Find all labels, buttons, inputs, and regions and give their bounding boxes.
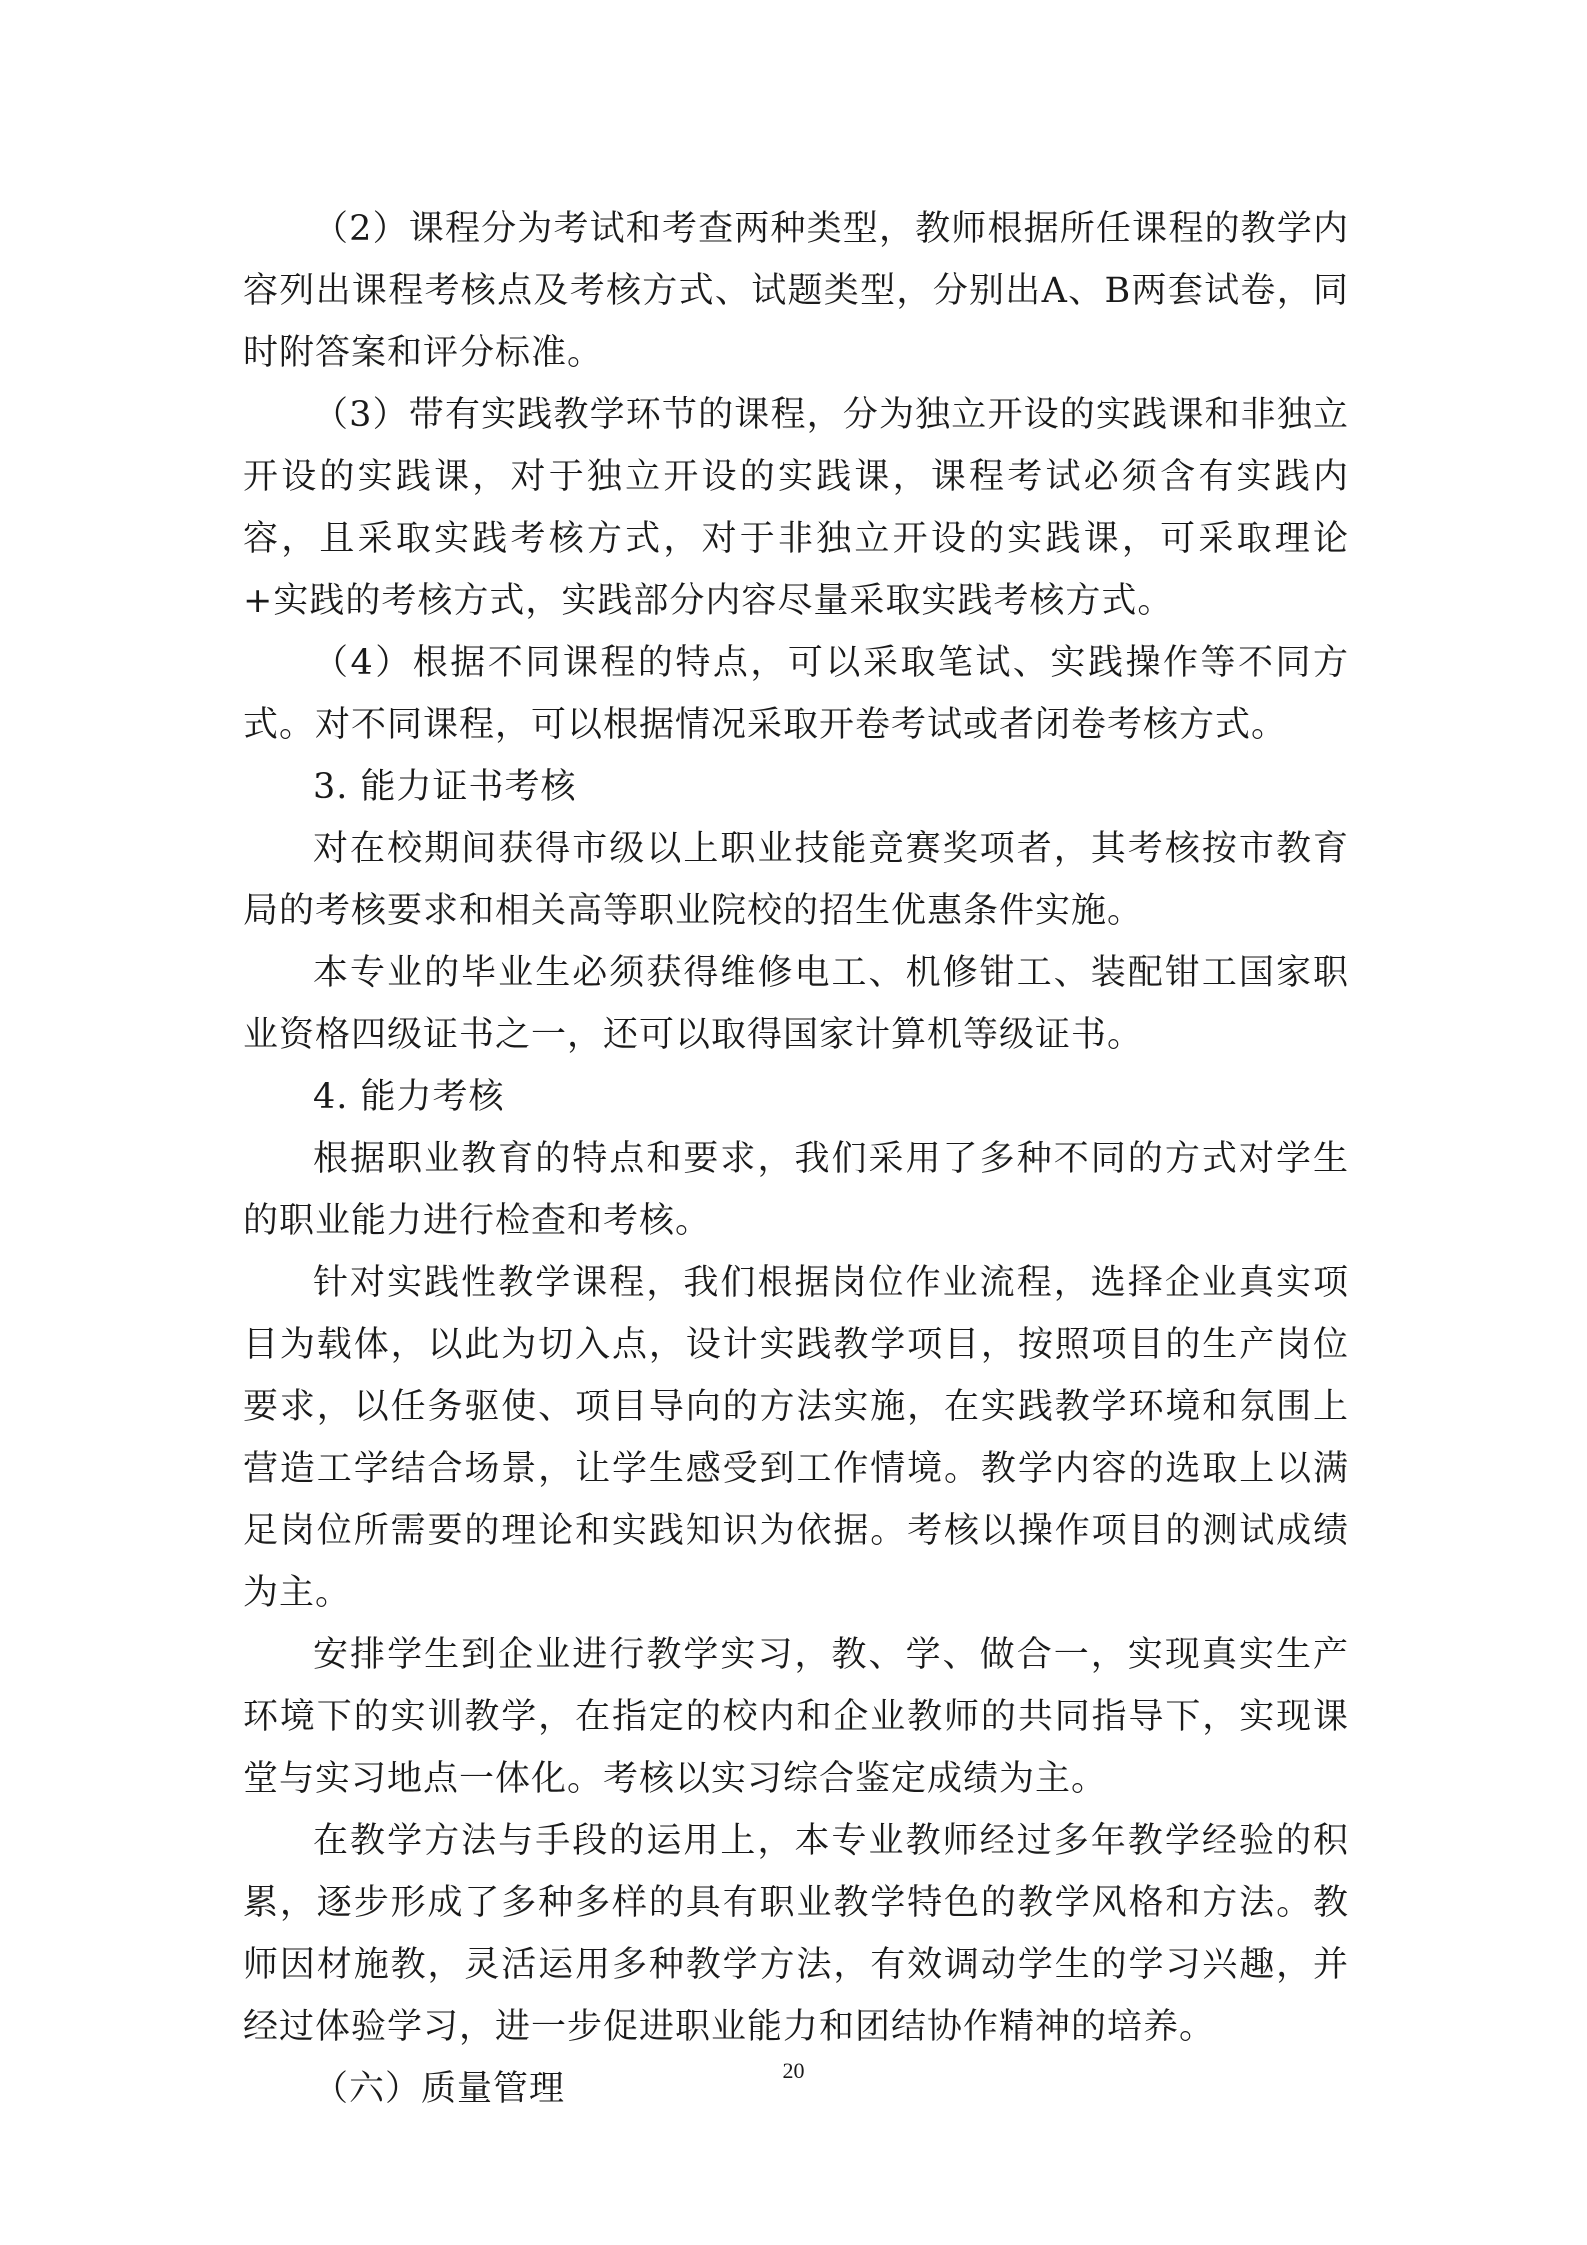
paragraph-teaching-methods: 在教学方法与手段的运用上，本专业教师经过多年教学经验的积累，逐步形成了多种多样的具有职业教学特色的教学风格和方法。教师因材施教，灵活运用多种教学方法，有效调动学生的学习兴趣，并经过体验学习，进一步促进职业能力和团结协作精神的培养。	[243, 1821, 1349, 2047]
section-heading-quality-management: （六）质量管理	[313, 2069, 566, 2109]
paragraph-competition-awards: 对在校期间获得市级以上职业技能竞赛奖项者，其考核按市教育局的考核要求和相关高等职业院校的招生优惠条件实施。	[243, 829, 1349, 931]
page-number: 20	[782, 2058, 805, 2083]
section-heading-ability-assessment: 4. 能力考核	[313, 1077, 505, 1117]
paragraph-exam-methods: （4）根据不同课程的特点，可以采取笔试、实践操作等不同方式。对不同课程，可以根据情况采取开卷考试或者闭卷考核方式。	[243, 643, 1349, 745]
document-body	[243, 198, 1349, 2120]
paragraph-graduate-certificates: 本专业的毕业生必须获得维修电工、机修钳工、装配钳工国家职业资格四级证书之一，还可以取得国家计算机等级证书。	[243, 953, 1349, 1055]
paragraph-practice-courses: （3）带有实践教学环节的课程，分为独立开设的实践课和非独立开设的实践课，对于独立开设的实践课，课程考试必须含有实践内容，且采取实践考核方式，对于非独立开设的实践课，可采取理论+实践的考核方式，实践部分内容尽量采取实践考核方式。	[243, 395, 1349, 621]
paragraph-vocational-assessment: 根据职业教育的特点和要求，我们采用了多种不同的方式对学生的职业能力进行检查和考核。	[243, 1139, 1349, 1241]
paragraph-enterprise-internship: 安排学生到企业进行教学实习，教、学、做合一，实现真实生产环境下的实训教学，在指定的校内和企业教师的共同指导下，实现课堂与实习地点一体化。考核以实习综合鉴定成绩为主。	[243, 1635, 1349, 1799]
paragraph-course-exam-types: （2）课程分为考试和考查两种类型，教师根据所任课程的教学内容列出课程考核点及考核方式、试题类型，分别出A、B两套试卷，同时附答案和评分标准。	[243, 209, 1349, 373]
section-heading-certificate-assessment: 3. 能力证书考核	[313, 767, 577, 807]
paragraph-practical-teaching: 针对实践性教学课程，我们根据岗位作业流程，选择企业真实项目为载体，以此为切入点，设计实践教学项目，按照项目的生产岗位要求，以任务驱使、项目导向的方法实施，在实践教学环境和氛围上营造工学结合场景，让学生感受到工作情境。教学内容的选取上以满足岗位所需要的理论和实践知识为依据。考核以操作项目的测试成绩为主。	[243, 1263, 1349, 1613]
